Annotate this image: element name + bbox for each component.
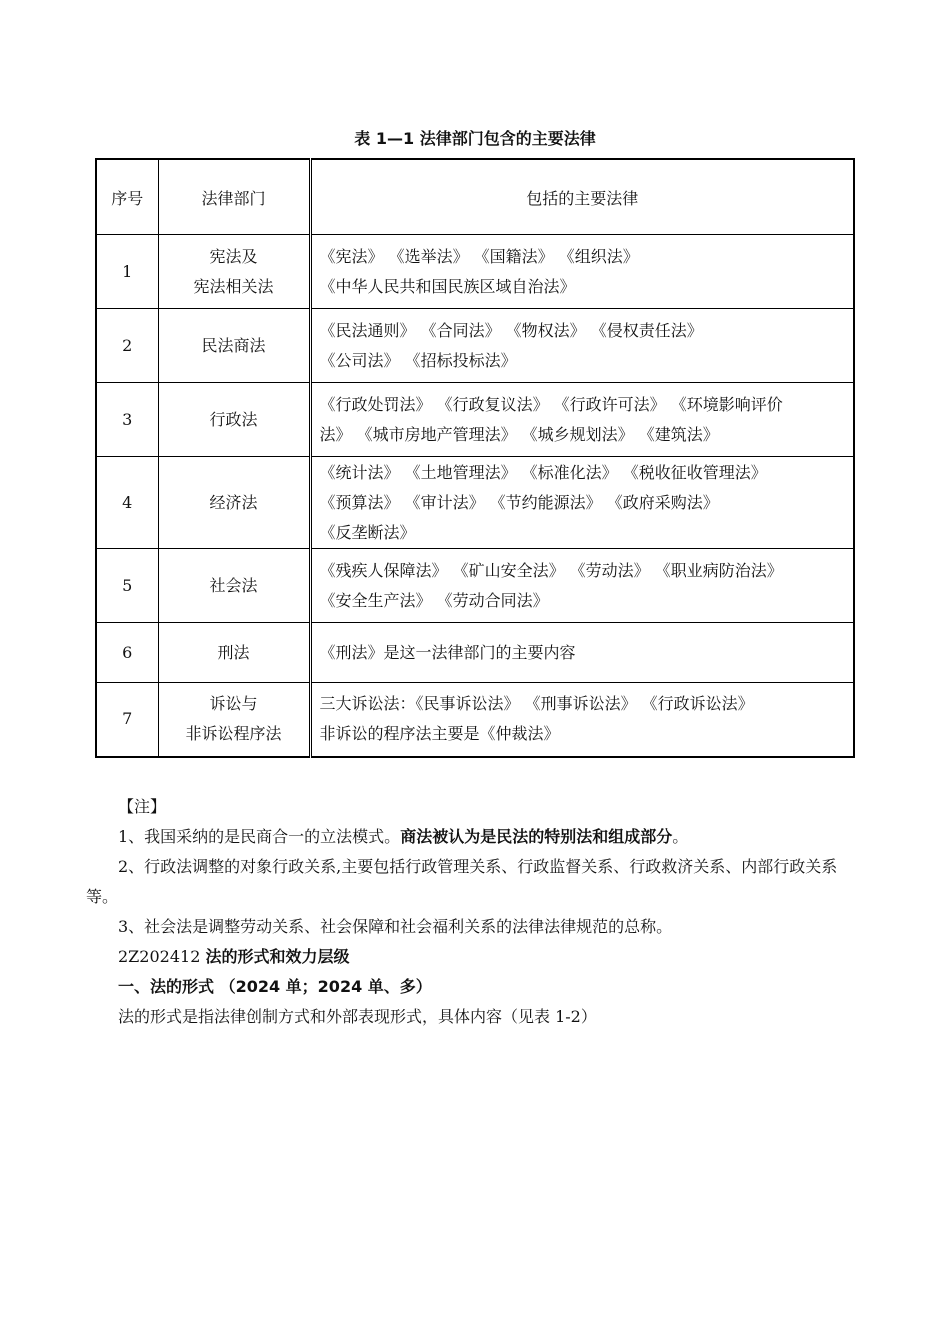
section-code: 2Z202412: [118, 947, 201, 966]
note-2: 2、行政法调整的对象行政关系,主要包括行政管理关系、行政监督关系、行政救济关系、内部行政关系等。: [86, 857, 838, 906]
laws-line: 《中华人民共和国民族区域自治法》: [319, 276, 576, 296]
row-department: [158, 235, 310, 309]
section-title: 法的形式和效力层级: [205, 947, 350, 966]
notes-heading: 【注】: [118, 797, 167, 816]
table-header-row: [96, 159, 854, 235]
note-1-emphasis: 商法被认为是民法的特别法和组成部分: [400, 827, 673, 846]
row-number: 5: [96, 549, 158, 623]
department-line: 社会法: [209, 575, 258, 595]
department-line: 民法商法: [201, 335, 266, 355]
row-department: [158, 383, 310, 457]
laws-line: 《民法通则》 《合同法》 《物权法》 《侵权责任法》: [319, 320, 703, 340]
row-department: [158, 623, 310, 683]
laws-line: 《宪法》 《选举法》 《国籍法》 《组织法》: [319, 246, 639, 266]
row-laws: [310, 235, 854, 309]
row-department: [158, 549, 310, 623]
row-laws: [310, 383, 854, 457]
header-dept: 法律部门: [158, 159, 310, 235]
table-row: [96, 309, 854, 383]
laws-line: 《统计法》 《土地管理法》 《标准化法》 《税收征收管理法》: [319, 462, 767, 482]
department-line: 行政法: [209, 409, 258, 429]
note-1-end: 。: [672, 827, 689, 846]
department-line: 刑法: [217, 642, 250, 662]
note-1: [86, 822, 866, 852]
header-laws: 包括的主要法律: [310, 159, 854, 235]
department-line: 经济法: [209, 492, 258, 512]
row-number: 6: [96, 623, 158, 683]
table-row: [96, 549, 854, 623]
row-number: 4: [96, 457, 158, 549]
table-row: [96, 623, 854, 683]
laws-line: 《刑法》是这一法律部门的主要内容: [319, 642, 576, 662]
body-paragraph: 法的形式是指法律创制方式和外部表现形式，具体内容（见表 1-2）: [118, 1007, 597, 1026]
row-laws: [310, 457, 854, 549]
laws-line: 《行政处罚法》 《行政复议法》 《行政许可法》 《环境影响评价: [319, 394, 783, 414]
header-no: 序号: [96, 159, 158, 235]
laws-line: 三大诉讼法：《民事诉讼法》 《刑事诉讼法》 《行政诉讼法》: [319, 694, 754, 714]
table-row: [96, 383, 854, 457]
section-heading: [86, 942, 866, 972]
table-row: [96, 683, 854, 757]
row-laws: [310, 549, 854, 623]
row-laws: [310, 683, 854, 757]
laws-line: 《反垄断法》: [319, 522, 416, 542]
note-3: 3、社会法是调整劳动关系、社会保障和社会福利关系的法律法律规范的总称。: [118, 917, 673, 936]
row-department: [158, 309, 310, 383]
row-number: 2: [96, 309, 158, 383]
department-line: 诉讼与: [209, 694, 258, 714]
department-line: 宪法及: [209, 246, 258, 266]
laws-line: 《安全生产法》 《劳动合同法》: [319, 590, 549, 610]
row-number: 3: [96, 383, 158, 457]
laws-line: 《预算法》 《审计法》 《节约能源法》 《政府采购法》: [319, 492, 719, 512]
table-row: [96, 235, 854, 309]
department-line: 宪法相关法: [193, 276, 274, 296]
row-laws: [310, 623, 854, 683]
row-number: 7: [96, 683, 158, 757]
laws-line: 《残疾人保障法》 《矿山安全法》 《劳动法》 《职业病防治法》: [319, 560, 783, 580]
notes-section: [86, 792, 866, 1032]
table-row: [96, 457, 854, 549]
note-1-text: 1、我国采纳的是民商合一的立法模式。: [118, 827, 401, 846]
table-caption: 表 1—1 法律部门包含的主要法律: [354, 129, 596, 148]
department-line: 非诉讼程序法: [185, 724, 282, 744]
row-department: [158, 683, 310, 757]
row-number: 1: [96, 235, 158, 309]
laws-line: 法》 《城市房地产管理法》 《城乡规划法》 《建筑法》: [319, 424, 719, 444]
laws-line: 非诉讼的程序法主要是《仲裁法》: [319, 724, 560, 744]
row-laws: [310, 309, 854, 383]
row-department: [158, 457, 310, 549]
laws-line: 《公司法》 《招标投标法》: [319, 350, 517, 370]
law-departments-table: [95, 158, 855, 758]
subsection-heading: 一、法的形式 （2024 单；2024 单、多）: [118, 977, 432, 996]
